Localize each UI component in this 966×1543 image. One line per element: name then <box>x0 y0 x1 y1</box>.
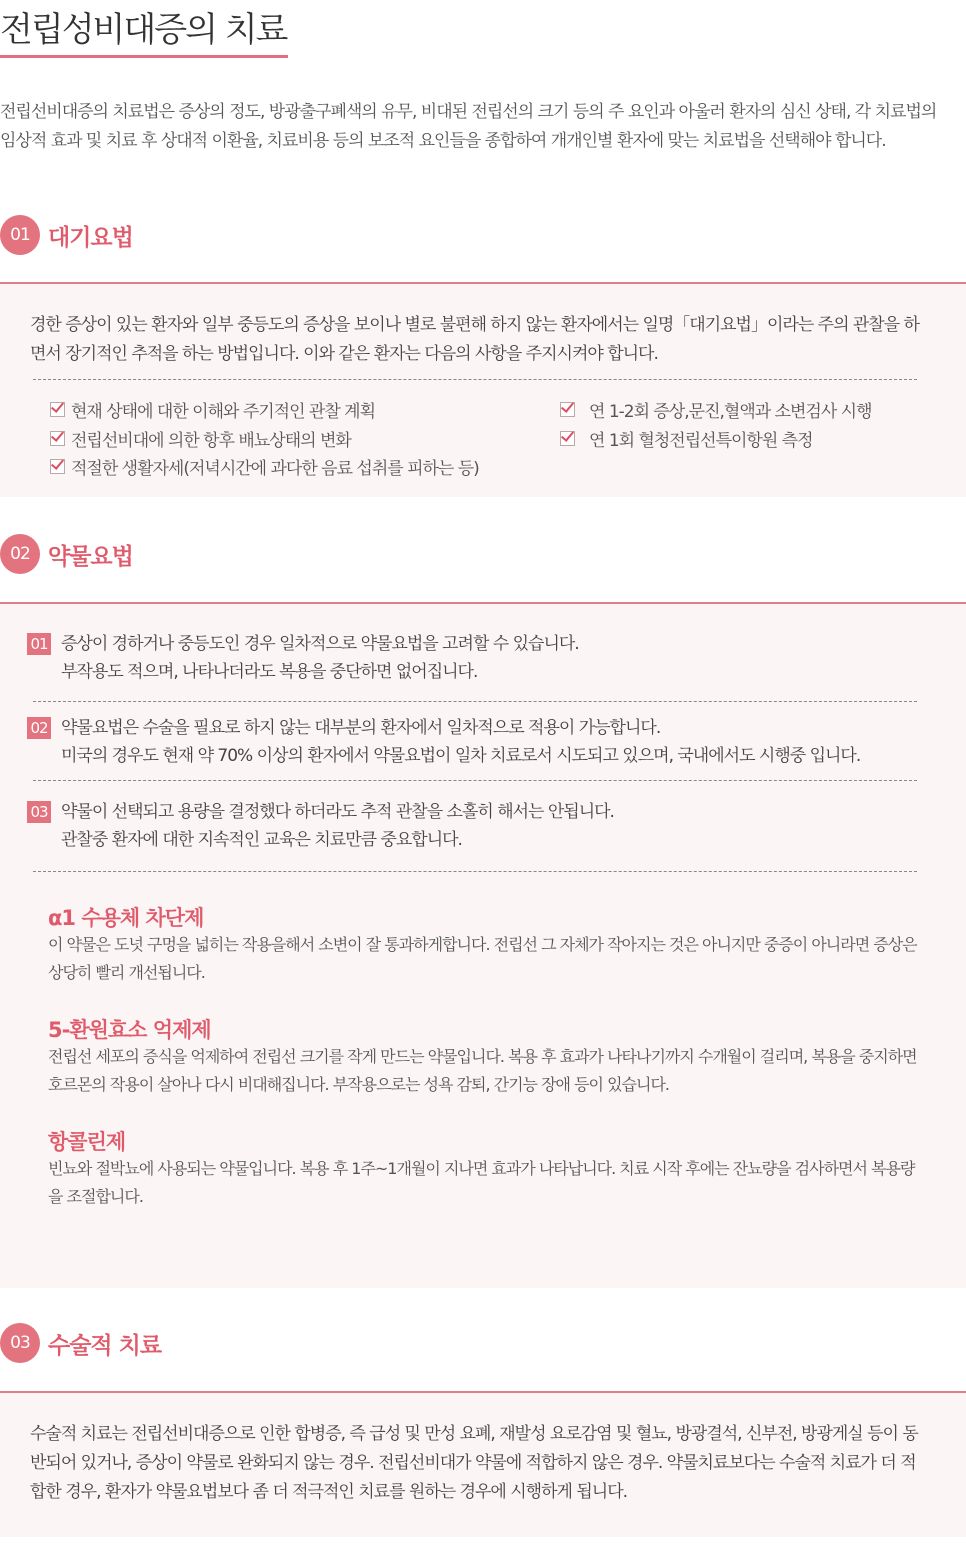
section-number-badge: 02 <box>0 534 40 574</box>
section-1-paragraph: 경한 증상이 있는 환자와 일부 중등도의 증상을 보이나 별로 불편해 하지 않는 환자에서는 일명「대기요법」이라는 주의 관찰을 하면서 장기적인 추적을 하는 방법입니다. 이와 같은 환자는 다음의 사항을 주지시켜야 합니다. <box>30 315 919 364</box>
section-1-header <box>0 215 133 255</box>
drug-description: 빈뇨와 절박뇨에 사용되는 약물입니다. 복용 후 1주~1개월이 지나면 효과가 나타납니다. 치료 시작 후에는 잔뇨량을 검사하면서 복용량을 조절합니다. <box>48 1159 915 1206</box>
intro-paragraph: 전립선비대증의 치료법은 증상의 정도, 방광출구폐색의 유무, 비대된 전립선의 크기 등의 주 요인과 아울러 환자의 심신 상태, 각 치료법의 임상적 효과 및 치료 후 상대적 이환율, 치료비용 등의 보조적 요인들을 종합하여 개개인별 환자에 맞는 치료법을 선택해야 합니다. <box>0 102 937 151</box>
check-item <box>50 426 351 451</box>
section-2-header <box>0 534 133 574</box>
section-1-box <box>0 284 966 497</box>
dashed-divider <box>33 379 917 380</box>
check-item-label: 전립선비대에 의한 항후 배뇨상태의 변화 <box>71 431 351 451</box>
section-title: 대기요법 <box>48 224 133 251</box>
drug-description: 전립선 세포의 증식을 억제하여 전립선 크기를 작게 만드는 약물입니다. 복용 후 효과가 나타나기까지 수개월이 걸리며, 복용을 중지하면 호르몬의 작용이 살아나 다시 비대해집니다. 부작용으로는 성욕 감퇴, 간기능 장애 등이 있습니다. <box>48 1047 917 1094</box>
step-line-2: 미국의 경우도 현재 약 70% 이상의 환자에서 약물요법이 일차 치료로서 시도되고 있으며, 국내에서도 시행중 입니다. <box>61 746 861 766</box>
check-item <box>560 426 813 451</box>
step-number-badge: 03 <box>27 801 51 823</box>
section-title: 수술적 치료 <box>48 1332 162 1359</box>
step-number-badge: 02 <box>27 717 51 739</box>
section-number-badge: 01 <box>0 215 40 255</box>
checkbox-check-icon <box>50 402 65 417</box>
check-item <box>50 454 479 479</box>
section-number-badge: 03 <box>0 1323 40 1363</box>
checkbox-check-icon <box>50 431 65 446</box>
drug-title: α1 수용체 차단제 <box>48 906 204 930</box>
step-number-badge: 01 <box>27 633 51 655</box>
section-3-header <box>0 1323 161 1363</box>
title-underline <box>0 55 288 58</box>
check-item-label: 현재 상태에 대한 이해와 주기적인 관찰 계획 <box>71 402 376 422</box>
step-line-1: 약물이 선택되고 용량을 결정했다 하더라도 추적 관찰을 소홀히 해서는 안됩니다. <box>61 802 614 822</box>
section-title: 약물요법 <box>48 543 133 570</box>
dashed-divider <box>33 701 917 702</box>
step-line-2: 관찰중 환자에 대한 지속적인 교육은 치료만큼 중요합니다. <box>61 830 462 850</box>
step-line-1: 증상이 경하거나 중등도인 경우 일차적으로 약물요법을 고려할 수 있습니다. <box>61 634 579 654</box>
dashed-divider <box>33 871 917 872</box>
check-item-label: 적절한 생활자세(저녁시간에 과다한 음료 섭취를 피하는 등) <box>71 459 479 479</box>
step-line-1: 약물요법은 수술을 필요로 하지 않는 대부분의 환자에서 일차적으로 적용이 가능합니다. <box>61 718 661 738</box>
section-3-paragraph: 수술적 치료는 전립선비대증으로 인한 합병증, 즉 급성 및 만성 요폐, 재발성 요로감염 및 혈뇨, 방광결석, 신부전, 방광게실 등이 동반되어 있거나, 증상이 약물로 완화되지 않는 경우. 전립선비대가 약물에 적합하지 않은 경우. 약물치료보다는 수술적 치료가 더 적합한 경우, 환자가 약물요법보다 좀 더 적극적인 치료를 원하는 경우에 시행하게 됩니다. <box>30 1424 918 1502</box>
check-item <box>50 397 375 422</box>
checkbox-check-icon <box>560 431 575 446</box>
step-line-2: 부작용도 적으며, 나타나더라도 복용을 중단하면 없어집니다. <box>61 662 478 682</box>
checkbox-check-icon <box>50 459 65 474</box>
page-title: 전립성비대증의 치료 <box>0 10 287 50</box>
check-item-label: 연 1회 혈청전립선특이항원 측정 <box>589 431 813 451</box>
drug-description: 이 약물은 도넛 구멍을 넓히는 작용을해서 소변이 잘 통과하게합니다. 전립선 그 자체가 작아지는 것은 아니지만 중증이 아니라면 증상은 상당히 빨리 개선됩니다. <box>48 935 917 982</box>
check-item-label: 연 1-2회 증상,문진,혈액과 소변검사 시행 <box>589 402 872 422</box>
drug-title: 5-환원효소 억제제 <box>48 1018 211 1042</box>
drug-title: 항콜린제 <box>48 1130 126 1154</box>
check-item <box>560 397 872 422</box>
section-2-box <box>0 604 966 1288</box>
dashed-divider <box>33 780 917 781</box>
section-3-box <box>0 1393 966 1537</box>
checkbox-check-icon <box>560 402 575 417</box>
